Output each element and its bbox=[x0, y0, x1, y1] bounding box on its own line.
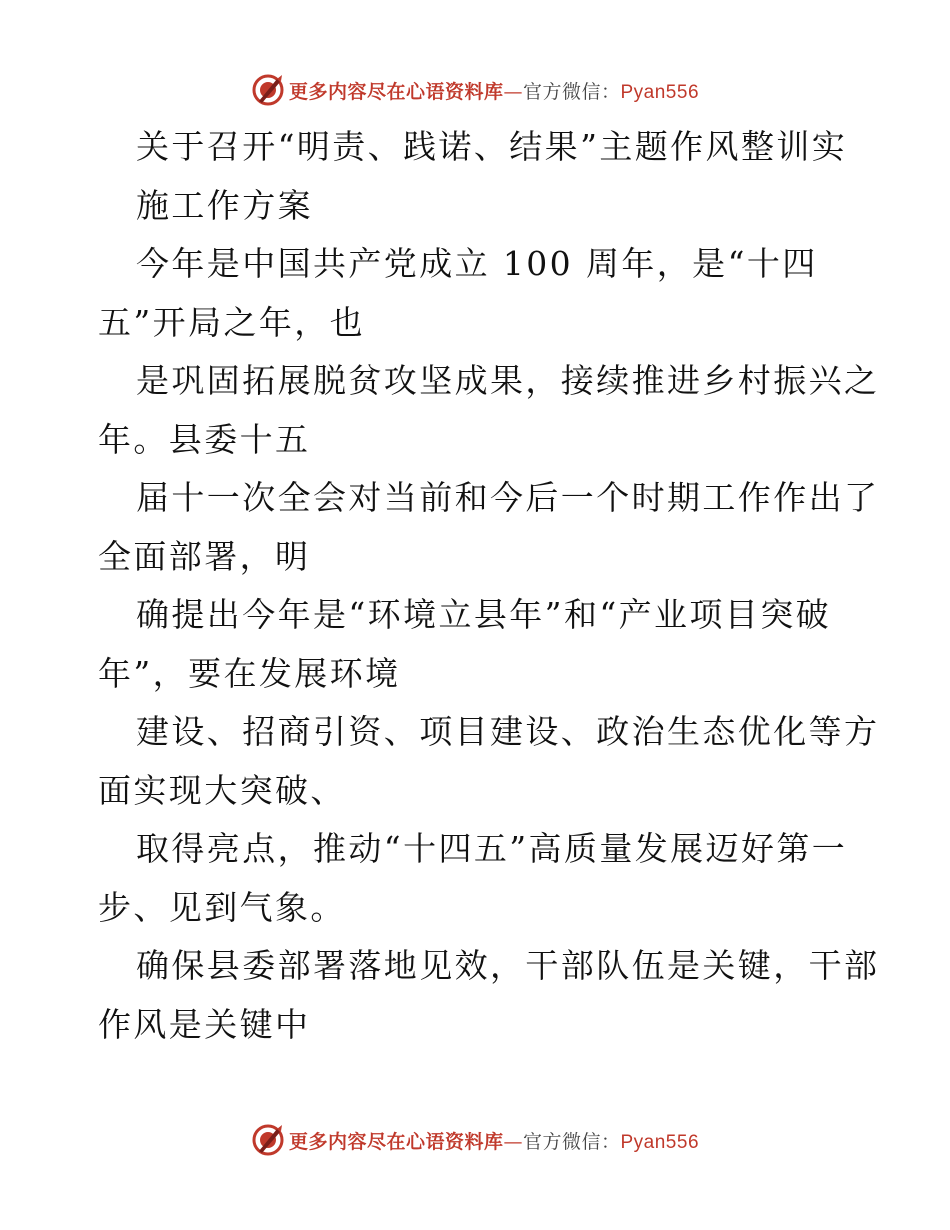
watermark-brand: 更多内容尽在心语资料库 bbox=[288, 1130, 504, 1153]
document-line: 作风是关键中 bbox=[98, 1004, 311, 1044]
document-line: 是巩固拓展脱贫攻坚成果，接续推进乡村振兴之 bbox=[136, 361, 880, 400]
document-line: 全面部署，明 bbox=[98, 536, 311, 576]
document-line: 步、见到气象。 bbox=[98, 887, 346, 927]
watermark-wechat-label: 官方微信： bbox=[522, 80, 621, 103]
document-line: 面实现大突破、 bbox=[98, 770, 346, 810]
document-line: 届十一次全会对当前和今后一个时期工作作出了 bbox=[136, 478, 880, 517]
watermark-brand: 更多内容尽在心语资料库 bbox=[288, 80, 504, 103]
watermark-dash: — bbox=[503, 1130, 523, 1153]
quill-logo-icon bbox=[251, 1123, 285, 1157]
document-line: 五”开局之年，也 bbox=[98, 302, 366, 342]
watermark-text bbox=[289, 1127, 699, 1154]
footer-watermark-banner bbox=[0, 1120, 950, 1160]
document-line: 施工作方案 bbox=[136, 185, 313, 225]
watermark-wechat-id: Pyan556 bbox=[620, 1131, 700, 1153]
document-line: 年。县委十五 bbox=[98, 419, 311, 459]
watermark-wechat-label: 官方微信： bbox=[522, 1130, 621, 1153]
quill-logo-icon bbox=[251, 73, 285, 107]
document-line: 年”，要在发展环境 bbox=[98, 653, 401, 693]
watermark-wechat-id: Pyan556 bbox=[620, 81, 700, 103]
document-line: 今年是中国共产党成立 100 周年，是“十四 bbox=[136, 244, 818, 283]
document-line: 建设、招商引资、项目建设、政治生态优化等方 bbox=[136, 712, 880, 751]
document-line: 取得亮点，推动“十四五”高质量发展迈好第一 bbox=[136, 829, 848, 868]
watermark-text bbox=[289, 77, 699, 104]
watermark-dash: — bbox=[503, 80, 523, 103]
document-body bbox=[98, 118, 880, 1054]
document-line: 确保县委部署落地见效，干部队伍是关键，干部 bbox=[136, 946, 880, 985]
document-line: 关于召开“明责、践诺、结果”主题作风整训实 bbox=[136, 127, 848, 166]
document-line: 确提出今年是“环境立县年”和“产业项目突破 bbox=[136, 595, 832, 634]
header-watermark-banner bbox=[0, 70, 950, 110]
